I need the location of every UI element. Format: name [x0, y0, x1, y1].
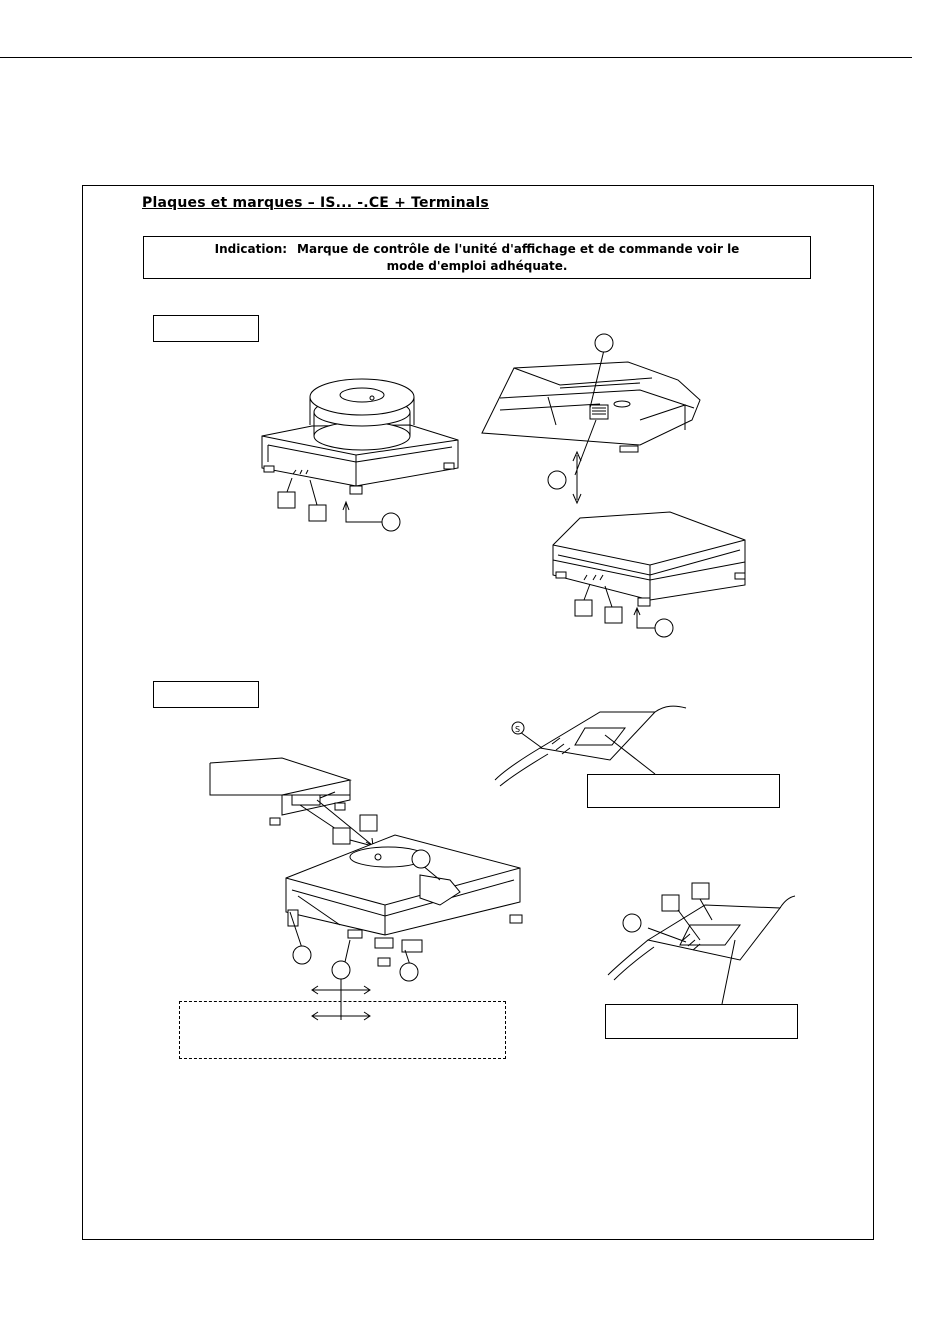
indication-label: Indication: — [214, 242, 288, 256]
square-pan-balance-illustration — [553, 512, 745, 637]
load-cell-illustration-2 — [608, 883, 795, 1004]
load-cell-illustration-1 — [495, 706, 686, 786]
platform-rear-illustration — [210, 758, 380, 848]
indication-text-line2: mode d'emploi adhéquate. — [386, 259, 568, 273]
display-terminal-illustration — [482, 334, 700, 503]
indication-text-line1: Marque de contrôle de l'unité d'affichage et de commande voir le — [297, 242, 740, 256]
callout-s-label: S — [515, 725, 521, 734]
section-title: Plaques et marques – IS... -.CE + Terminals — [142, 195, 489, 211]
round-pan-balance-illustration — [262, 379, 458, 531]
large-platform-illustration — [286, 835, 522, 1020]
